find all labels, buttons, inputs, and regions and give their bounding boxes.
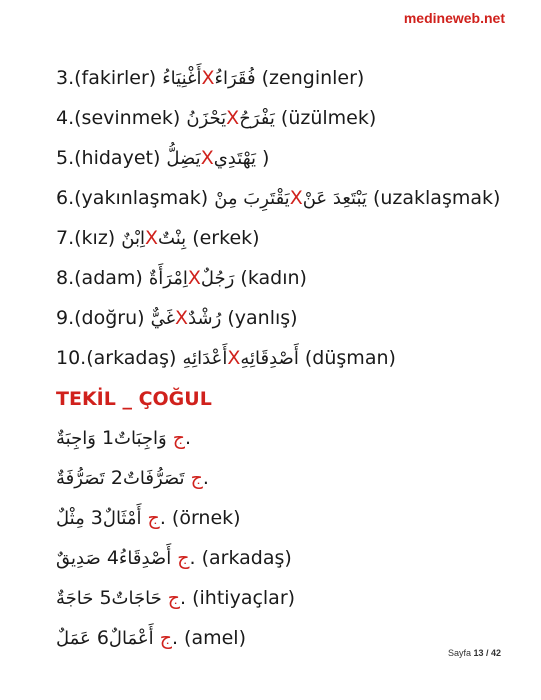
row-number: 5. <box>99 587 187 609</box>
turkish-word-left: (arkadaş) <box>86 347 177 369</box>
row-number: 8. <box>56 267 75 289</box>
page-footer <box>448 648 501 658</box>
turkish-word-left: (adam) <box>74 267 143 289</box>
arabic-word-2: أَصْدِقَائِهِ <box>240 348 299 369</box>
row-number: 5. <box>56 147 75 169</box>
turkish-word-right: (uzaklaşmak) <box>372 187 501 209</box>
row-number: 7. <box>56 227 75 249</box>
plural-row <box>56 578 496 618</box>
plural-row <box>56 498 496 538</box>
arabic-plural: أَعْمَالٌ <box>108 628 154 649</box>
arabic-word-2: بِنْتٌ <box>158 228 187 249</box>
turkish-word-right: (zenginler) <box>261 67 365 89</box>
turkish-gloss: (örnek) <box>171 507 241 529</box>
opposite-separator: X <box>226 107 240 129</box>
opposite-separator: X <box>201 67 215 89</box>
turkish-word-left: (yakınlaşmak) <box>74 187 209 209</box>
row-number: 4. <box>56 107 75 129</box>
row-number: 4. <box>106 547 196 569</box>
arabic-single: حَاجَةٌ <box>56 588 94 609</box>
arabic-single: مِثْلٌ <box>56 508 85 529</box>
opposite-separator: X <box>227 347 241 369</box>
plural-separator: ج <box>177 547 190 569</box>
page-number: 13 / 42 <box>473 648 501 658</box>
plurals-list <box>56 418 496 658</box>
row-number: 3. <box>56 67 75 89</box>
opposite-separator: X <box>145 227 159 249</box>
page-content <box>56 58 501 658</box>
opposite-separator: X <box>289 187 303 209</box>
opposite-separator: X <box>175 307 189 329</box>
arabic-plural: أَمْثَالٌ <box>102 508 142 529</box>
arabic-word-1: اِبْنٌ <box>121 228 145 249</box>
arabic-single: عَمَلٌ <box>56 628 91 649</box>
row-number: 9. <box>56 307 75 329</box>
turkish-gloss: (arkadaş) <box>201 547 292 569</box>
row-number: 10. <box>56 347 87 369</box>
plural-row <box>56 538 496 578</box>
plural-row <box>56 618 496 658</box>
row-number: 3. <box>90 507 166 529</box>
arabic-single: صَدِيقٌ <box>56 548 101 569</box>
opposite-row <box>56 98 496 138</box>
arabic-word-1: يَحْزَنُ <box>186 108 227 129</box>
row-number: 6. <box>56 187 75 209</box>
plural-separator: ج <box>159 627 172 649</box>
turkish-word-right: ) <box>262 147 270 169</box>
plural-row <box>56 458 496 498</box>
arabic-plural: تَصَرُّفَاتٌ <box>122 468 185 489</box>
arabic-plural: وَاجِبَاتٌ <box>114 428 167 449</box>
turkish-word-left: (kız) <box>74 227 116 249</box>
opposite-row <box>56 58 496 98</box>
opposite-row <box>56 138 496 178</box>
turkish-word-right: (erkek) <box>192 227 260 249</box>
opposite-row <box>56 218 496 258</box>
opposite-row <box>56 298 496 338</box>
plural-separator: ج <box>190 467 203 489</box>
arabic-word-1: أَعْدَائِهِ <box>182 348 228 369</box>
row-number: 2. <box>110 467 209 489</box>
arabic-word-1: يَقْتَرِبَ مِنْ <box>214 188 290 209</box>
arabic-word-1: غَيٌّ <box>150 308 176 329</box>
arabic-word-2: رَجُلٌ <box>200 268 235 289</box>
plural-separator: ج <box>167 587 181 609</box>
arabic-word-1: أَغْنِيَاءُ <box>162 68 202 89</box>
opposite-row <box>56 258 496 298</box>
plural-separator: ج <box>172 427 186 449</box>
row-number: 1. <box>101 427 192 449</box>
arabic-word-2: فُقَرَاءُ <box>214 68 256 89</box>
opposite-row <box>56 338 496 378</box>
arabic-single: وَاجِبَةٌ <box>56 428 96 449</box>
arabic-word-2: يَفْرَحُ <box>239 108 275 129</box>
site-watermark: medineweb.net <box>403 10 505 26</box>
turkish-word-right: (düşman) <box>304 347 396 369</box>
arabic-plural: حَاجَاتٌ <box>111 588 162 609</box>
section-heading: TEKİL _ ÇOĞUL <box>56 388 212 410</box>
turkish-word-right: (kadın) <box>240 267 307 289</box>
turkish-gloss: (ihtiyaçlar) <box>192 587 296 609</box>
turkish-word-right: (üzülmek) <box>280 107 377 129</box>
arabic-word-2: يَبْتَعِدَ عَنْ <box>302 188 367 209</box>
arabic-word-2: رُشْدٌ <box>188 308 222 329</box>
turkish-word-left: (sevinmek) <box>74 107 181 129</box>
row-number: 6. <box>96 627 178 649</box>
opposite-separator: X <box>200 147 214 169</box>
arabic-word-1: اِمْرَأَةٌ <box>148 268 188 289</box>
turkish-gloss: (amel) <box>184 627 246 649</box>
opposite-row <box>56 178 501 218</box>
footer-label: Sayfa <box>447 648 471 658</box>
arabic-single: تَصَرُّفَةٌ <box>56 468 105 489</box>
arabic-word-2: يَهْتَدِي <box>213 148 256 169</box>
turkish-word-left: (doğru) <box>74 307 145 329</box>
arabic-word-1: يَضِلُّ <box>166 148 201 169</box>
opposites-list <box>56 58 501 378</box>
plural-separator: ج <box>147 507 160 529</box>
turkish-word-left: (fakirler) <box>74 67 157 89</box>
turkish-word-right: (yanlış) <box>227 307 298 329</box>
opposite-separator: X <box>187 267 201 289</box>
plural-row <box>56 418 496 458</box>
turkish-word-left: (hidayet) <box>74 147 161 169</box>
arabic-plural: أَصْدِقَاءُ <box>118 548 172 569</box>
